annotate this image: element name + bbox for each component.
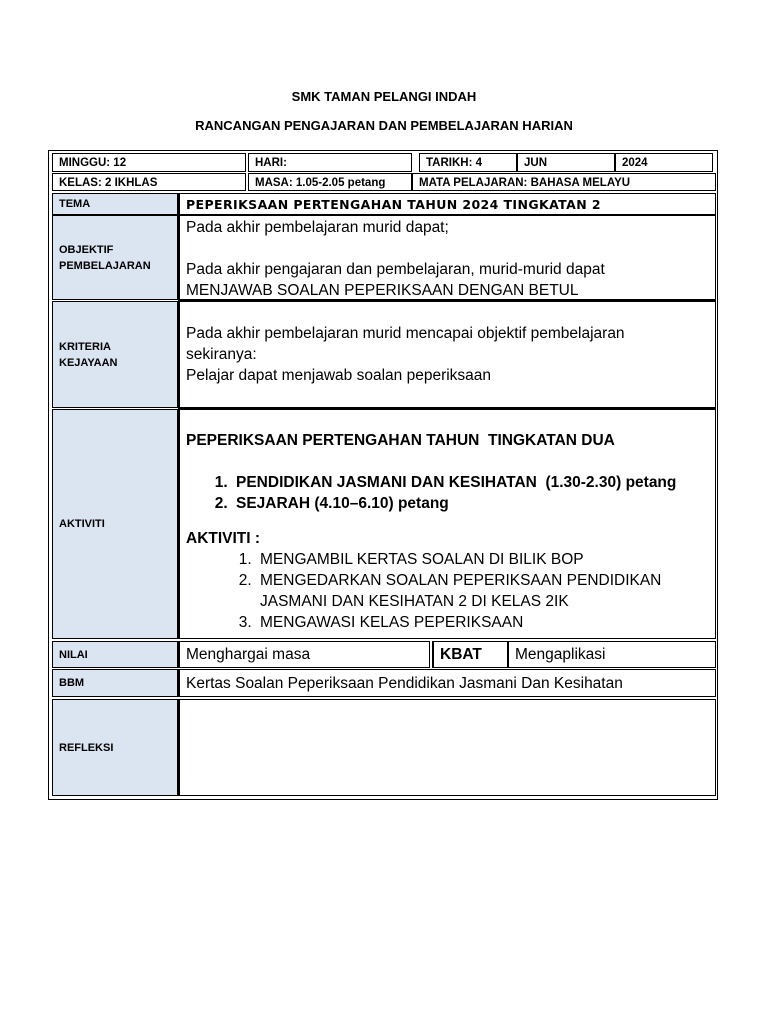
refleksi-value[interactable] xyxy=(178,699,716,796)
aktiviti-sub-heading: AKTIVITI : xyxy=(186,530,261,547)
objektif-label: OBJEKTIF PEMBELAJARAN xyxy=(52,215,178,300)
activity-step: 3. MENGAWASI KELAS PEPERIKSAAN xyxy=(256,612,715,633)
exam-list xyxy=(186,472,715,514)
kelas-cell: KELAS: 2 IKHLAS xyxy=(52,173,246,191)
activity-steps xyxy=(186,549,715,633)
kriteria-line-2: sekiranya: xyxy=(186,346,257,363)
nilai-label: NILAI xyxy=(52,641,178,668)
tema-value-cell xyxy=(178,193,716,215)
kbat-label-cell xyxy=(432,641,508,668)
tema-value: PEPERIKSAAN PERTENGAHAN TAHUN 2024 TINGKATAN 2 xyxy=(186,197,601,212)
bbm-label: BBM xyxy=(52,669,178,697)
exam-item: 1. PENDIDIKAN JASMANI DAN KESIHATAN (1.30-2.30) petang xyxy=(232,472,715,493)
activity-step: 2. MENGEDARKAN SOALAN PEPERIKSAAN PENDIDIKAN JASMANI DAN KESIHATAN 2 DI KELAS 2IK xyxy=(256,570,715,612)
exam-item: 2. SEJARAH (4.10–6.10) petang xyxy=(232,493,715,514)
kriteria-label: KRITERIA KEJAYAAN xyxy=(52,301,178,408)
kbat-value: Mengaplikasi xyxy=(508,641,716,668)
tahun-cell: 2024 xyxy=(615,153,713,172)
objektif-line-1: Pada akhir pembelajaran murid dapat; xyxy=(186,219,449,236)
minggu-cell: MINGGU: 12 xyxy=(52,153,246,172)
hari-cell: HARI: xyxy=(248,153,412,172)
masa-cell: MASA: 1.05-2.05 petang xyxy=(248,173,412,191)
mata-pelajaran-cell: MATA PELAJARAN: BAHASA MELAYU xyxy=(412,173,716,191)
objektif-line-3: MENJAWAB SOALAN PEPERIKSAAN DENGAN BETUL xyxy=(186,282,579,299)
kriteria-line-3: Pelajar dapat menjawab soalan peperiksaan xyxy=(186,367,492,384)
nilai-value: Menghargai masa xyxy=(178,641,430,668)
tarikh-cell: TARIKH: 4 xyxy=(419,153,517,172)
kriteria-value-cell xyxy=(178,301,716,409)
objektif-line-2: Pada akhir pengajaran dan pembelajaran, murid-murid dapat xyxy=(186,261,605,278)
aktiviti-value-cell xyxy=(178,409,716,639)
kbat-label: KBAT xyxy=(440,646,482,663)
objektif-value-cell xyxy=(178,215,716,301)
document-title: RANCANGAN PENGAJARAN DAN PEMBELAJARAN HARIAN xyxy=(195,118,573,133)
refleksi-label: REFLEKSI xyxy=(52,699,178,796)
aktiviti-label: AKTIVITI xyxy=(52,409,178,639)
kriteria-line-1: Pada akhir pembelajaran murid mencapai objektif pembelajaran xyxy=(186,325,625,342)
tema-label: TEMA xyxy=(52,193,178,215)
bulan-cell: JUN xyxy=(517,153,615,172)
aktiviti-heading: PEPERIKSAAN PERTENGAHAN TAHUN TINGKATAN DUA xyxy=(186,432,615,449)
activity-step: 1. MENGAMBIL KERTAS SOALAN DI BILIK BOP xyxy=(256,549,715,570)
school-name: SMK TAMAN PELANGI INDAH xyxy=(291,89,477,104)
bbm-value: Kertas Soalan Peperiksaan Pendidikan Jasmani Dan Kesihatan xyxy=(178,669,716,697)
